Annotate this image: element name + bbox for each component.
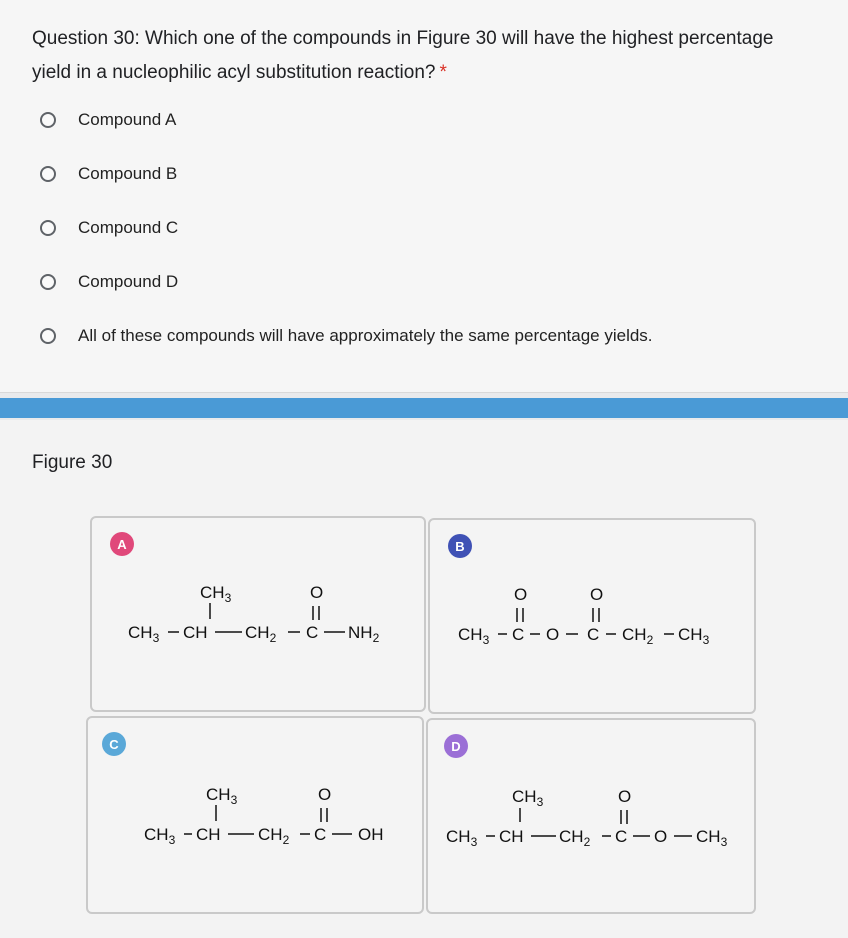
- question-title: [32, 22, 812, 90]
- compound-d-badge: D: [444, 734, 468, 758]
- ch3-group: $CH_3$: [458, 625, 490, 647]
- compound-c-badge: C: [102, 732, 126, 756]
- radio-icon[interactable]: [40, 328, 56, 344]
- compound-a-structure: [92, 518, 428, 714]
- question-text: Question 30: Which one of the compounds in Figure 30 will have the highest percentage yield in a nucleophilic acyl substitution reaction?: [32, 28, 774, 83]
- option-label: Compound C: [78, 218, 179, 237]
- compound-b-badge: B: [448, 534, 472, 558]
- carbonyl-carbon: C: [314, 825, 327, 844]
- carbonyl-carbon-2: C: [587, 625, 600, 644]
- option-compound-a[interactable]: [40, 106, 176, 134]
- ch-group: CH: [196, 825, 221, 844]
- compound-c-panel: [86, 716, 424, 914]
- methyl-group: $CH_3$: [696, 827, 728, 849]
- ch3-group: $CH_3$: [446, 827, 478, 849]
- compound-d-panel: [426, 718, 756, 914]
- ester-oxygen: O: [546, 625, 560, 644]
- compound-a-panel: [90, 516, 426, 712]
- hydroxyl-group: OH: [358, 825, 384, 844]
- question-card: [0, 0, 848, 393]
- ch3-group: $CH_3$: [128, 623, 160, 645]
- carbonyl-oxygen-1: O: [514, 585, 528, 604]
- ch3-group: $CH_3$: [144, 825, 176, 847]
- option-label: All of these compounds will have approximately the same percentage yields.: [78, 326, 653, 345]
- section-divider: [0, 398, 848, 418]
- radio-icon[interactable]: [40, 166, 56, 182]
- carbonyl-oxygen: O: [618, 787, 632, 806]
- option-label: Compound A: [78, 110, 177, 129]
- ch2-group: $CH_2$: [245, 623, 277, 645]
- ester-oxygen: O: [654, 827, 668, 846]
- ch3-branch: $CH_3$: [206, 785, 238, 807]
- option-compound-b[interactable]: [40, 160, 177, 188]
- carbonyl-carbon: C: [615, 827, 628, 846]
- ch-group: CH: [183, 623, 208, 642]
- ch3-group: $CH_3$: [678, 625, 710, 647]
- required-asterisk: *: [439, 62, 447, 83]
- compound-c-structure: [88, 718, 426, 916]
- radio-icon[interactable]: [40, 112, 56, 128]
- ch2-group: $CH_2$: [622, 625, 654, 647]
- ch2-group: $CH_2$: [559, 827, 591, 849]
- option-all-same[interactable]: [40, 322, 653, 350]
- option-label: Compound B: [78, 164, 178, 183]
- carbonyl-carbon: C: [306, 623, 319, 642]
- compound-a-badge: A: [110, 532, 134, 556]
- ch3-branch: $CH_3$: [200, 583, 232, 605]
- option-compound-d[interactable]: [40, 268, 178, 296]
- radio-icon[interactable]: [40, 274, 56, 290]
- carbonyl-oxygen: O: [318, 785, 332, 804]
- carbonyl-carbon-1: C: [512, 625, 525, 644]
- amide-group: $NH_2$: [348, 623, 380, 645]
- compound-d-structure: [428, 720, 758, 916]
- ch-group: CH: [499, 827, 524, 846]
- ch2-group: $CH_2$: [258, 825, 290, 847]
- radio-icon[interactable]: [40, 220, 56, 236]
- ch3-branch: $CH_3$: [512, 787, 544, 809]
- compound-b-panel: [428, 518, 756, 714]
- compound-b-structure: [430, 520, 758, 716]
- option-label: Compound D: [78, 272, 179, 291]
- figure-title: Figure 30: [32, 452, 113, 473]
- option-compound-c[interactable]: [40, 214, 178, 242]
- carbonyl-oxygen-2: O: [590, 585, 604, 604]
- carbonyl-oxygen: O: [310, 583, 324, 602]
